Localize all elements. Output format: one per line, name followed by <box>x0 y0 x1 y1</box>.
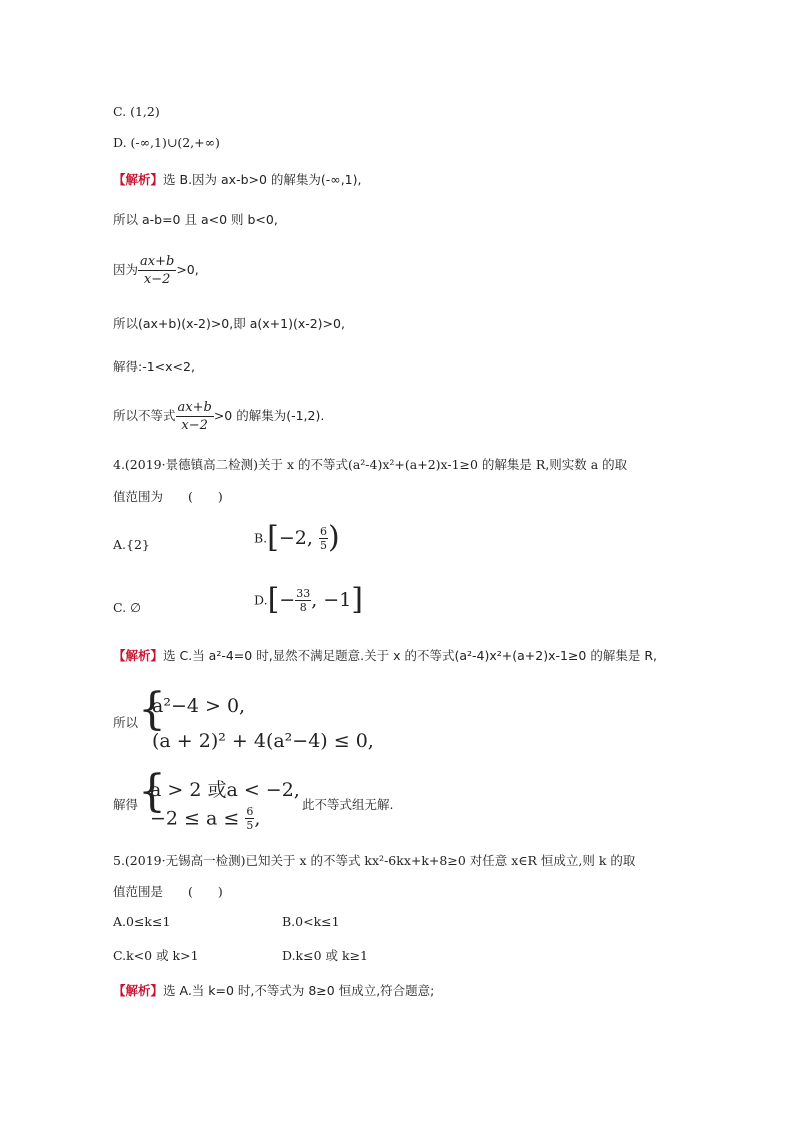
question-5-line-2: 值范围是 ( ) <box>113 884 223 899</box>
brace: { <box>138 766 166 817</box>
fraction: $\frac{ax+b}{x-2}$ <box>177 400 212 433</box>
option-a: A.{2} <box>113 537 150 552</box>
system-1-line-1: a²−4 > 0, <box>152 695 246 717</box>
fraction: $\frac{6}{5}$ <box>246 805 254 832</box>
option-a: A.0≤k≤1 <box>113 914 171 929</box>
fraction: $\frac{6}{5}$ <box>319 524 327 552</box>
no-solution-text: 此不等式组无解. <box>302 797 394 812</box>
system-1-line-2: (a + 2)² + 4(a²−4) ≤ 0, <box>152 730 374 752</box>
analysis-tag: 【解析】 <box>113 648 164 663</box>
solution-3-line-2: 所以 a-b=0 且 a<0 则 b<0, <box>113 212 278 227</box>
solution-3-line-1: 【解析】选 B.因为 ax-b>0 的解集为(-∞,1), <box>113 172 362 187</box>
system-2-line-1: a > 2 或a < −2, <box>150 779 300 801</box>
solution-3-line-5: 解得:-1<x<2, <box>113 359 195 374</box>
question-4-line-1: 4.(2019·景德镇高二检测)关于 x 的不等式(a²-4)x²+(a+2)x-1≥0 的解集是 R,则实数 a 的取 <box>113 457 628 472</box>
option-c: C. ∅ <box>113 600 141 615</box>
solution-5-line-1: 【解析】选 A.当 k=0 时,不等式为 8≥0 恒成立,符合题意; <box>113 983 435 998</box>
question-5-line-1: 5.(2019·无锡高一检测)已知关于 x 的不等式 kx²-6kx+k+8≥0 对任意 x∈R 恒成立,则 k 的取 <box>113 853 636 868</box>
solution-4-line-1: 【解析】选 C.当 a²-4=0 时,显然不满足题意.关于 x 的不等式(a²-4)x²+(a+2)x-1≥0 的解集是 R, <box>113 648 657 663</box>
fraction: $\frac{ax+b}{x-2}$ <box>140 254 175 287</box>
solution-3-line-4: 所以(ax+b)(x-2)>0,即 a(x+1)(x-2)>0, <box>113 316 345 331</box>
option-c: C.k<0 或 k>1 <box>113 948 199 963</box>
option-d: D.[− $\frac{33}{8}$ , −1] <box>254 582 364 617</box>
option-b: B.[−2, $\frac{6}{5}$ ) <box>254 520 340 555</box>
solve-label: 解得 <box>113 797 139 812</box>
option-d-prev: D. (-∞,1)∪(2,+∞) <box>113 135 220 150</box>
analysis-tag: 【解析】 <box>113 983 164 998</box>
option-b: B.0<k≤1 <box>282 914 340 929</box>
option-c-prev: C. (1,2) <box>113 104 160 119</box>
fraction: $\frac{33}{8}$ <box>296 586 311 614</box>
question-4-line-2: 值范围为 ( ) <box>113 489 223 504</box>
brace: { <box>138 684 166 735</box>
so-label: 所以 <box>113 715 139 730</box>
solution-3-line-6: 所以不等式 $\frac{ax+b}{x-2}$ >0 的解集为(-1,2). <box>113 400 325 433</box>
solution-3-line-3: 因为 $\frac{ax+b}{x-2}$ >0, <box>113 254 199 287</box>
option-d: D.k≤0 或 k≥1 <box>282 948 368 963</box>
analysis-tag: 【解析】 <box>113 172 164 187</box>
system-2-line-2: −2 ≤ a ≤ $\frac{6}{5}$ , <box>150 805 261 832</box>
